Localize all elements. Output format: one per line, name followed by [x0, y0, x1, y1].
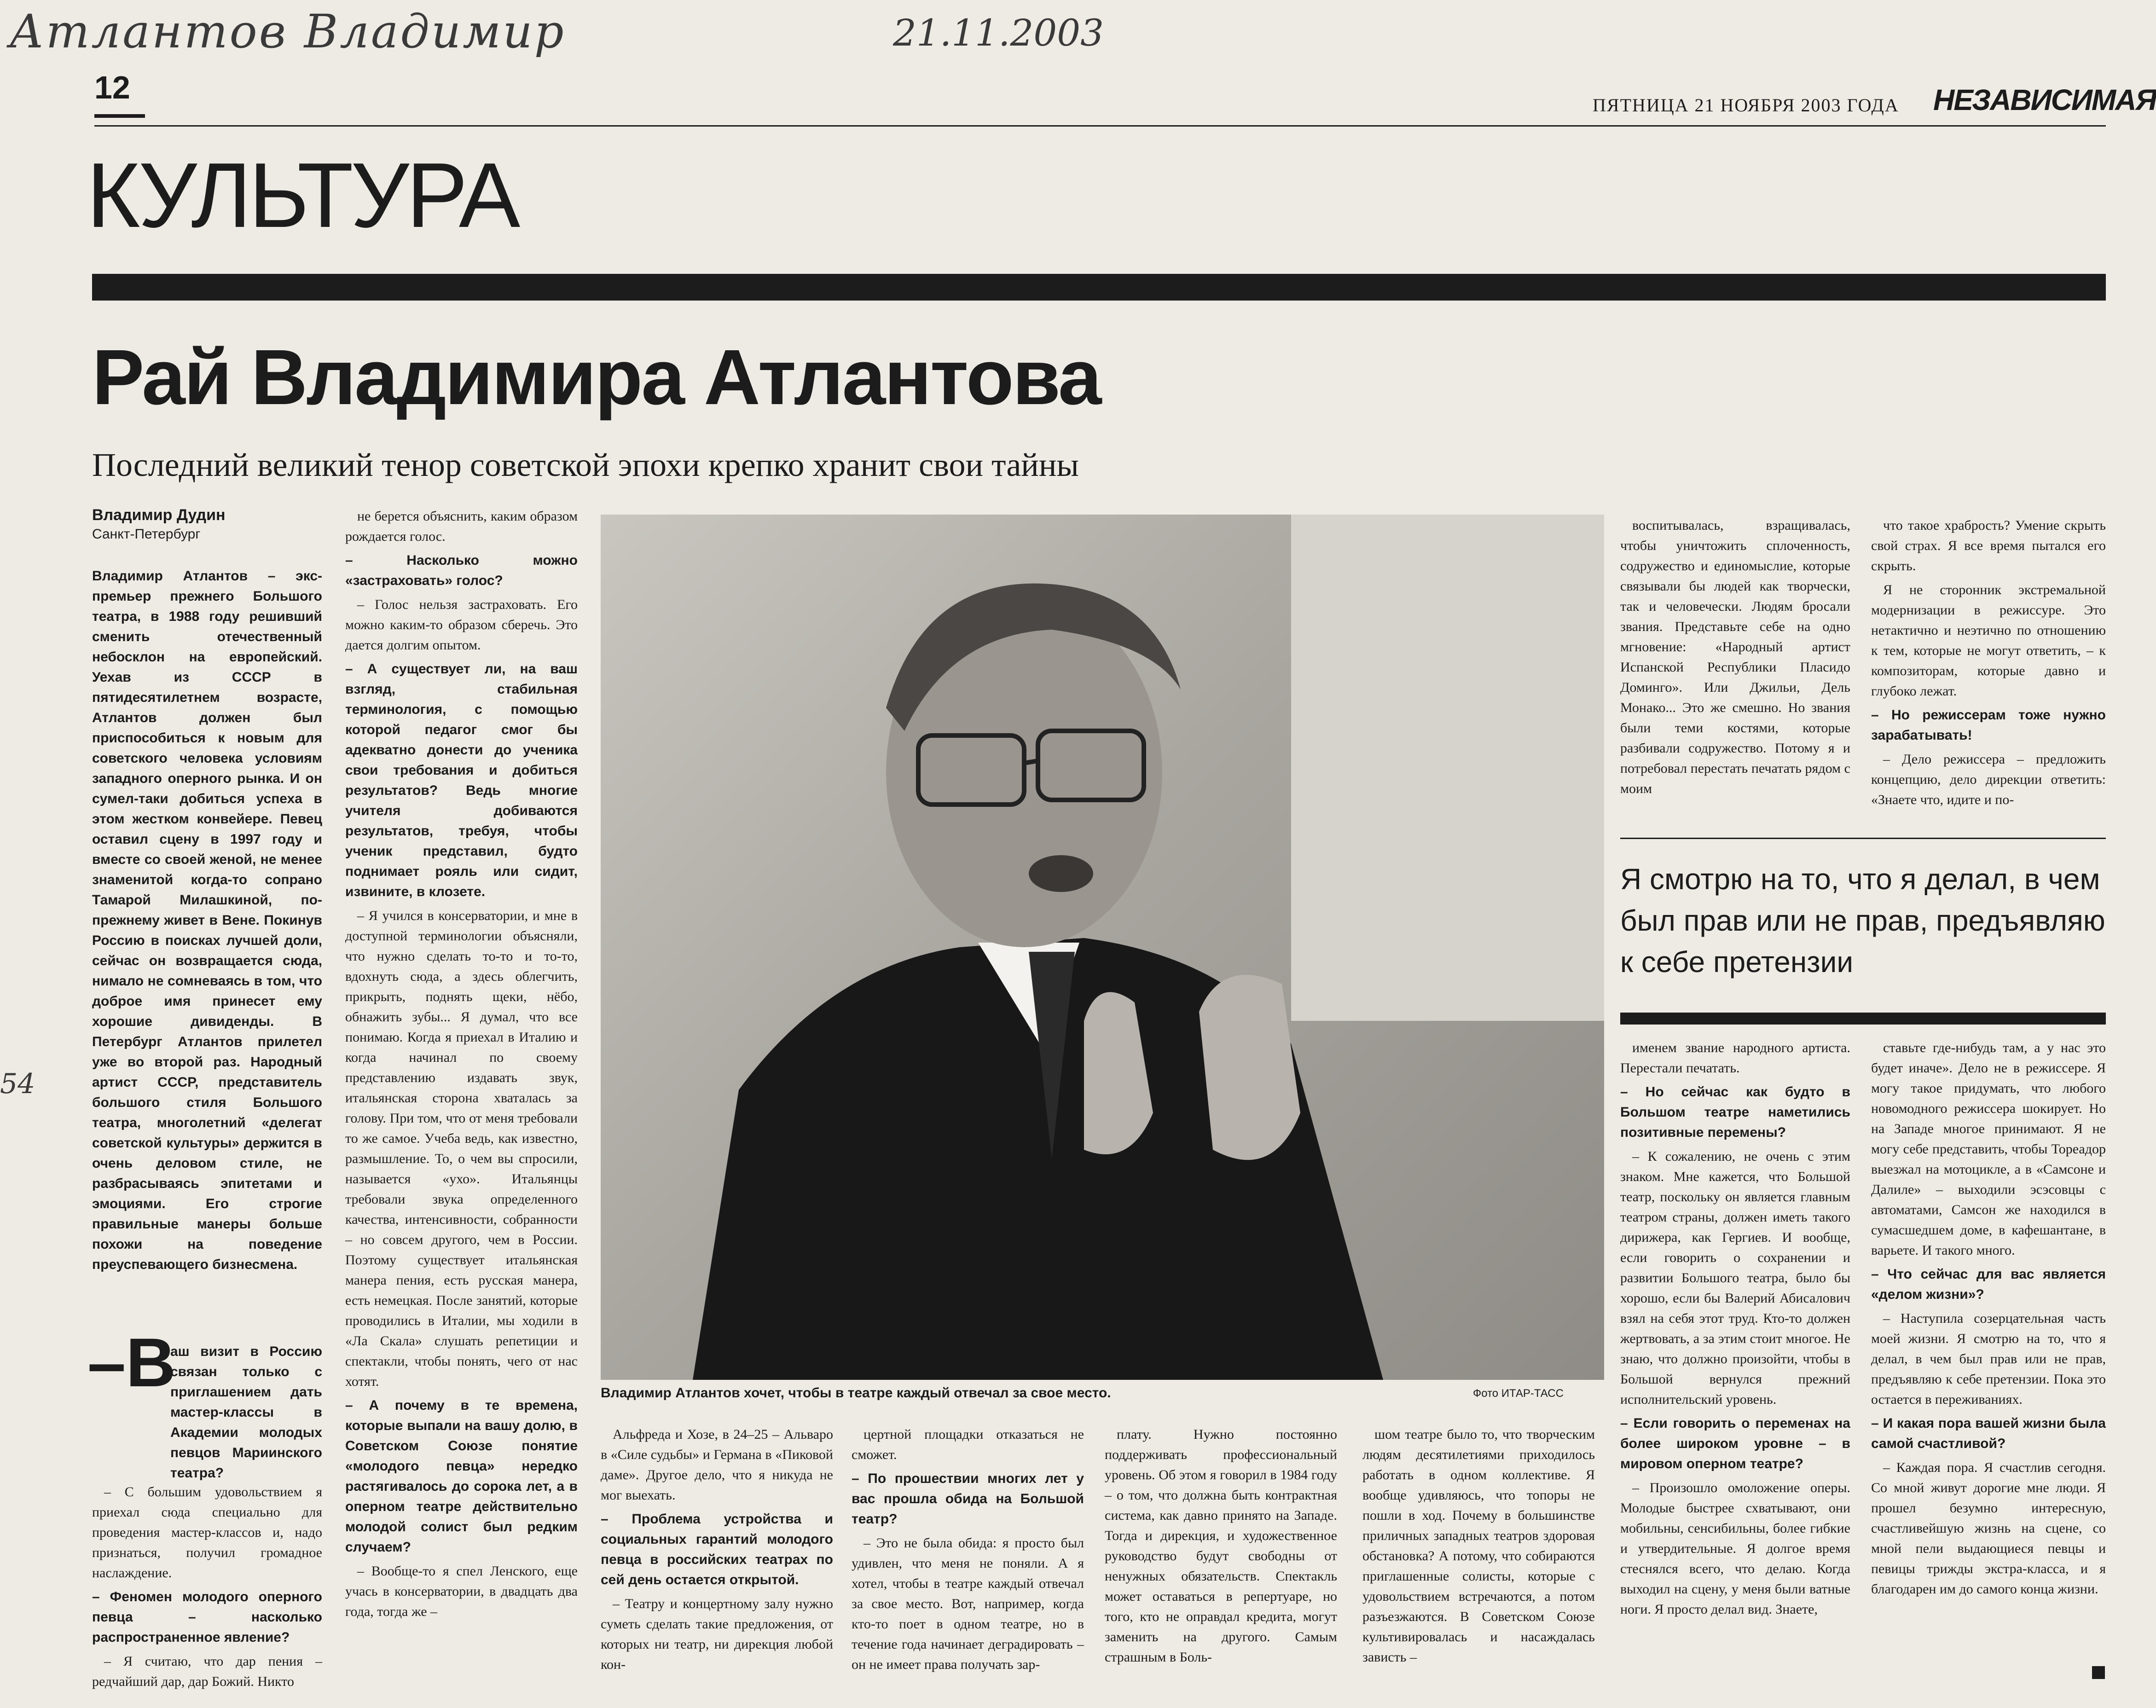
interview-question: – Что сейчас для вас является «делом жизни»?: [1871, 1267, 2106, 1302]
interview-question: – Но режиссерам тоже нужно зарабатывать!: [1871, 707, 2106, 743]
section-title: КУЛЬТУРА: [87, 144, 518, 247]
article-title: Рай Владимира Атлантова: [92, 334, 1101, 421]
date-line: ПЯТНИЦА 21 НОЯБРЯ 2003 ГОДА: [1593, 95, 1899, 116]
article-paragraph: – Это не была обида: я просто был удивлен, что меня не поняли. А я хотел, чтобы в театре каждый отвечал за свое место. Вот, например, когда кто-то поет в одном театре, но в течение года начинает деградировать – он не имеет права получать зар-: [852, 1535, 1084, 1672]
paper-name: НЕЗАВИСИМАЯ: [1933, 83, 2156, 116]
header-rule: [94, 125, 2106, 127]
portrait-illustration: [601, 515, 1604, 1380]
interview-question: – Феномен молодого оперного певца – насколько распространенное явление?: [92, 1589, 322, 1645]
article-paragraph: – Дело режиссера – предложить концепцию, дело дирекции ответить: «Знаете что, идите и по-: [1871, 752, 2106, 807]
handwritten-name: Атлантов Владимир: [9, 5, 566, 58]
handwritten-date: 21.11.2003: [893, 12, 1104, 54]
interview-question: – Насколько можно «застраховать» голос?: [345, 553, 578, 588]
photo-caption: Владимир Атлантов хочет, чтобы в театре каждый отвечал за свое место.: [601, 1385, 1111, 1401]
article-paragraph: – Я учился в консерватории, и мне в доступной терминологии объясняли, что нужно сделать то-то и то-то, вдохнуть сюда, а здесь облегчить, прикрыть, поднять щеки, нёбо, обнажить зубы... Я думал, что все понимаю. Когда я приехал в Италию и когда начинал по своему представлению издавать звук, итальянская сторона хваталась за голову. При том, что от меня требовали то же самое. Учеба ведь, как известно, размышление. То, о чем вы спросили, называется «ухо». Итальянцы требовали звука определенного качества, интенсивности, собранности – но совсем другого, чем в России. Поэтому существует итальянская манера пения, есть русская манера, есть немецкая. После занятий, которые проводились в Италии, мы ходили в «Ла Скала» слушать репетиции и спектакли, чтобы понять, чего от нас хотят.: [345, 908, 578, 1389]
column-2: [345, 506, 578, 1626]
author: Владимир Дудин: [92, 506, 226, 524]
interview-question: – Проблема устройства и социальных гарантий молодого певца в российских театрах по сей день остается открытой.: [601, 1511, 833, 1587]
column-6: [1362, 1424, 1595, 1671]
pullquote-top-rule: [1620, 838, 2106, 839]
article-paragraph: – К сожалению, не очень с этим знаком. Мне кажется, что Большой театр, поскольку он является главным театром страны, должен иметь такого дирижера, как Гергиев. И вообще, если говорить о сохранении и развитии Большого театра, было бы хорошо, если бы Валерий Абисалович взял на себя этот труд. Кто-то должен жертвовать, а за этим стоит многое. Не знаю, что должно произойти, чтобы в Большой вернулся прежний исполнительский уровень.: [1620, 1149, 1850, 1407]
interview-question: – Если говорить о переменах на более широком уровне – в мировом оперном театре?: [1620, 1416, 1850, 1471]
first-question: аш визит в Россию связан только с приглашением дать мастер-классы в Академии молодых певцов Мариинского театра?: [170, 1344, 322, 1481]
article-paragraph: Альфреда и Хозе, в 24–25 – Альваро в «Силе судьбы» и Германа в «Пиковой даме». Другое дело, что я никуда не мог выехать.: [601, 1427, 833, 1503]
column-1: [92, 1482, 322, 1696]
article-paragraph: не берется объяснить, каким образом рождается голос.: [345, 509, 578, 544]
end-mark: [2092, 1666, 2105, 1679]
article-paragraph: – Вообще-то я спел Ленского, еще учась в консерватории, в двадцать два года, тогда же –: [345, 1563, 578, 1619]
article-paragraph: плату. Нужно постоянно поддерживать профессиональный уровень. Об этом я говорил в 1984 году – о том, что должна быть контрактная система, как давно принято на Западе. Тогда и дирекция, и художественное руководство будут свободны от ненужных обязательств. Спектакль может оставаться в репертуаре, но того, кто не оправдал кредита, могут заменить на другого. Самым страшным в Боль-: [1105, 1427, 1337, 1665]
column-7-top: [1620, 515, 1850, 803]
photo-credit: Фото ИТАР-ТАСС: [1473, 1387, 1564, 1400]
pullquote-bottom-rule: [1620, 1013, 2106, 1025]
interview-question: – А почему в те времена, которые выпали на вашу долю, в Советском Союзе понятие «молодого певца» нередко растягивалось до сорока лет, а в оперном театре действительно молодой солист был редким случаем?: [345, 1398, 578, 1555]
article-paragraph: Я не сторонник экстремальной модернизации в режиссуре. Это нетактично и неэтично по отношению к тем, которые не могут ответить, – к композиторам, которые давно и глубоко лежат.: [1871, 582, 2106, 699]
article-paragraph: – Наступила созерцательная часть моей жизни. Я смотрю на то, что я делал, в чем был прав или не прав, предъявляю к себе претензии. Пока это остается в переживаниях.: [1871, 1311, 2106, 1407]
article-subtitle: Последний великий тенор советской эпохи крепко хранит свои тайны: [92, 446, 1079, 483]
article-paragraph: – Театру и концертному залу нужно суметь сделать такие предложения, от которых ни театр, ни дирекция любой кон-: [601, 1596, 833, 1672]
article-paragraph: ставьте где-нибудь там, а у нас это будет иначе». Дело не в режиссере. Я могу такое придумать, что любого новомодного режиссера шокирует. Но на Западе многое принимают. Я не могу себе представить, чтобы Тореадор выезжал на мотоцикле, а в «Самсоне и Далиле» – выходили эсэсовцы с автоматами, Самсон же находился в сумасшедшем доме, в кафешантане, в варьете. И такого много.: [1871, 1040, 2106, 1258]
article-lead: Владимир Атлантов – экс-премьер прежнего Большого театра, в 1988 году решивший сменить отечественный небосклон на европейский. Уехав из СССР в пятидесятилетнем возрасте, Атлантов должен был приспособиться к новым для советского человека условиям западного оперного рынка. И он сумел-таки добиться успеха в этом жестком конвейере. Певец оставил сцену в 1997 году и вместе со своей женой, не менее знаменитой когда-то сопрано Тамарой Милашкиной, по-прежнему живет в Вене. Покинув Россию в поисках лучшей доли, сейчас он возвращается сюда, нимало не сомневаясь в том, что доброе имя принесет ему хорошие дивиденды. В Петербург Атлантов прилетел уже во второй раз. Народный артист СССР, представитель большого стиля Большого театра, многолетний «делегат советской культуры» держится в очень деловом стиле, не разбрасываясь эпитетами и эмоциями. Его строгие правильные манеры больше похожи на поведение преуспевающего бизнесмена.: [92, 568, 322, 1272]
article-paragraph: – Я считаю, что дар пения – редчайший дар, дар Божий. Никто: [92, 1654, 322, 1689]
page-number-underline: [94, 114, 145, 118]
interview-question: – И какая пора вашей жизни была самой счастливой?: [1871, 1416, 2106, 1451]
article-paragraph: именем звание народного артиста. Перестали печатать.: [1620, 1040, 1850, 1076]
article-paragraph: воспитывалась, взращивалась, чтобы уничтожить сплоченность, содружество и единомыслие, которые связывали бы людей как творчески, так и человечески. Людям бросали звания. Представьте себе на одно мгновение: «Народный артист Испанской Республики Пласидо Доминго». Или Джильи, Дель Монако... Это же смешно. Но звания были теми костями, которые разбивали содружество. Потому я и потребовал перестать печатать рядом с моим: [1620, 518, 1850, 796]
pullquote: Я смотрю на то, что я делал, в чем был прав или не прав, предъявляю к себе претензии: [1620, 863, 2105, 978]
column-7-bottom: [1620, 1038, 1850, 1623]
article-paragraph: – Голос нельзя застраховать. Его можно каким-то образом сберечь. Это дается долгим опытом.: [345, 597, 578, 653]
article-paragraph: – Произошло омоложение оперы. Молодые быстрее схватывают, они мобильны, сенсибильны, более гибкие и утвердительные. Я долгое время стеснялся всего, что делаю. Когда выходил на сцену, у меня были ватные ноги. Я просто делал вид. Знаете,: [1620, 1480, 1850, 1617]
article-paragraph: – Каждая пора. Я счастлив сегодня. Со мной живут дорогие мне люди. Я прошел безумно интересную, счастливейшую жизнь на сцене, со мной пели выдающиеся певцы и певицы трижды экстра-класса, и я благодарен им до самого конца жизни.: [1871, 1460, 2106, 1597]
article-photo: [601, 515, 1604, 1380]
column-8-bottom: [1871, 1038, 2106, 1603]
handwritten-margin-mark: 54: [0, 1068, 35, 1100]
column-3: [601, 1424, 833, 1679]
column-5: [1105, 1424, 1337, 1671]
article-paragraph: цертной площадки отказаться не сможет.: [852, 1427, 1084, 1462]
column-4: [852, 1424, 1084, 1679]
page-number: 12: [94, 69, 130, 105]
column-8-top: [1871, 515, 2106, 814]
article-paragraph: шом театре было то, что творческим людям десятилетиями приходилось работать в одном коллективе. Я вообще удивляюсь, что топоры не пошли в ход. Почему в большинстве приличных западных театров здоровая обстановка? А потому, что собираются приглашенные солисты, которые с удовольствием встречаются, а потом разъезжаются. В Советском Союзе культивировалась и насаждалась зависть –: [1362, 1427, 1595, 1665]
interview-question: – Но сейчас как будто в Большом театре наметились позитивные перемены?: [1620, 1084, 1850, 1140]
article-paragraph: – С большим удовольствием я приехал сюда специально для проведения мастер-классов и, надо признаться, получил громадное наслаждение.: [92, 1484, 322, 1581]
article-paragraph: что такое храбрость? Умение скрыть свой страх. Я все время пытался его скрыть.: [1871, 518, 2106, 573]
interview-question: – По прошествии многих лет у вас прошла обида на Большой театр?: [852, 1471, 1084, 1527]
section-rule: [92, 274, 2106, 301]
author-city: Санкт-Петербург: [92, 527, 201, 542]
interview-question: – А существует ли, на ваш взгляд, стабильная терминология, с помощью которой педагог смог бы адекватно донести до ученика свои требования и добиться результатов? Ведь многие учителя добиваются результатов, требуя, чтобы ученик представил, будто поднимает рояль или сидит, извините, в клозете.: [345, 661, 578, 899]
dropcap: –В: [87, 1324, 176, 1401]
